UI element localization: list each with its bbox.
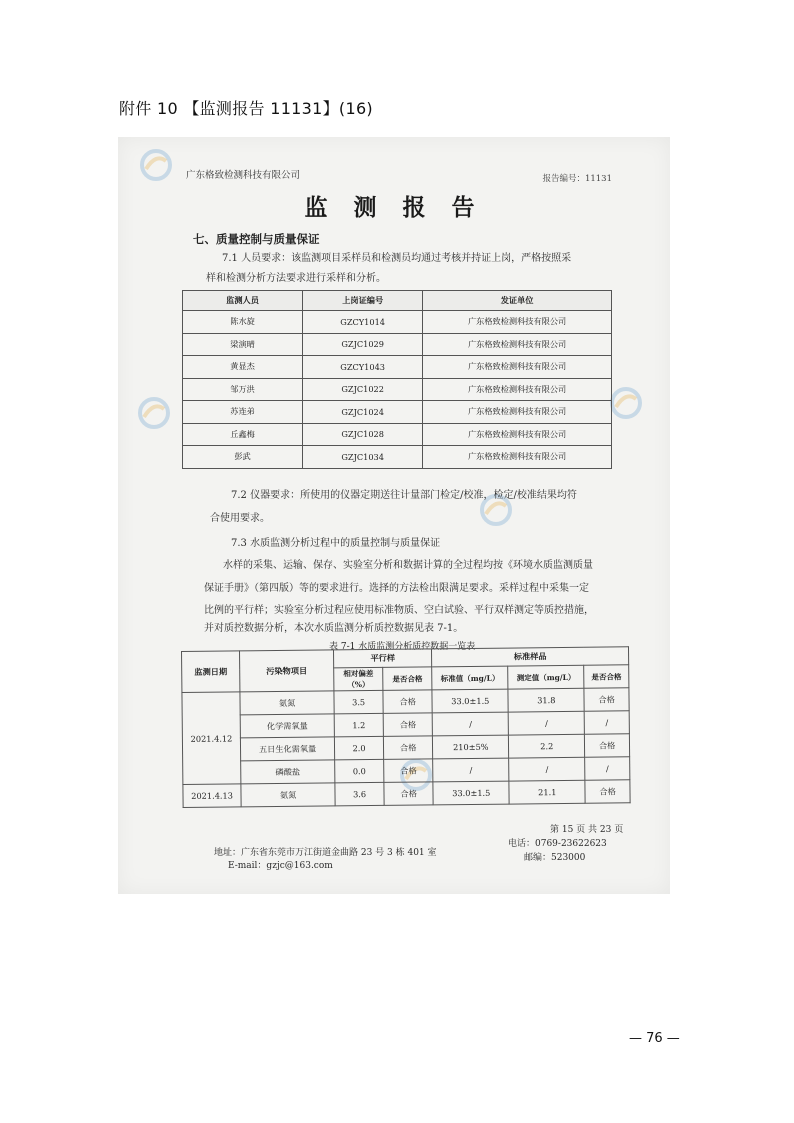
table-cell: /: [509, 757, 585, 781]
table-header-cell: 是否合格: [383, 667, 432, 691]
section-heading: 七、质量控制与质量保证: [193, 232, 320, 246]
table-cell: 广东格致检测科技有限公司: [423, 356, 612, 379]
table-cell: 广东格致检测科技有限公司: [423, 401, 612, 424]
table-cell: 陈水旋: [183, 311, 303, 334]
qc-table-caption: 表 7-1 水质监测分析质控数据一览表: [329, 642, 476, 652]
table-cell: 3.6: [335, 782, 384, 806]
table-cell: 广东格致检测科技有限公司: [423, 378, 612, 401]
table-cell: 合格: [585, 734, 630, 757]
table-cell: 合格: [585, 780, 630, 803]
table-cell: 氨氮: [241, 783, 335, 807]
table-cell: /: [433, 758, 509, 782]
table-cell: 合格: [584, 688, 629, 711]
table-row: [183, 423, 612, 446]
table-cell: 丘鑫梅: [183, 423, 303, 446]
table-cell: 合格: [384, 759, 433, 783]
table-cell: /: [432, 712, 508, 736]
table-cell: 合格: [383, 713, 432, 737]
table-row: [183, 446, 612, 469]
table-cell: 2.0: [334, 736, 383, 760]
table-cell: /: [584, 711, 629, 734]
table-row: [183, 356, 612, 379]
table-cell: 化学需氧量: [240, 714, 334, 738]
attachment-title: 附件 10 【监测报告 11131】(16): [119, 99, 373, 118]
table-header-cell: 监测日期: [182, 651, 241, 693]
para-7-3-line3: 比例的平行样；实验室分析过程应使用标准物质、空白试验、平行双样测定等质控措施，: [204, 605, 594, 616]
table-cell: 0.0: [335, 759, 384, 783]
table-header-cell: 监测人员: [183, 291, 303, 311]
table-header-cell: 平行样: [333, 649, 431, 668]
table-header-cell: 上岗证编号: [303, 291, 423, 311]
table-header-cell: 相对偏差（%）: [334, 667, 383, 691]
table-cell: 31.8: [508, 688, 584, 712]
table-cell: 合格: [384, 782, 433, 806]
page-number: — 76 —: [629, 1031, 680, 1046]
para-7-2-line1: 7.2 仪器要求：所使用的仪器定期送往计量部门检定/校准，检定/校准结果均符: [231, 490, 577, 501]
table-cell: GZCY1043: [303, 356, 423, 379]
table-cell-date: 2021.4.13: [183, 784, 241, 808]
watermark-logo-icon: [138, 147, 174, 183]
para-7-1-line1: 7.1 人员要求：该监测项目采样员和检测员均通过考核并持证上岗，严格按照采: [222, 253, 572, 264]
table-cell: GZJC1022: [303, 378, 423, 401]
table-cell: GZJC1028: [303, 423, 423, 446]
personnel-table: [182, 290, 612, 469]
table-cell: 氨氮: [240, 691, 334, 715]
table-header-cell: 测定值（mg/L）: [508, 665, 584, 689]
report-title: 监 测 报 告: [304, 194, 484, 221]
table-cell: 1.2: [334, 713, 383, 737]
table-cell: 210±5%: [433, 735, 509, 759]
table-row: [183, 401, 612, 424]
para-7-3-line2: 保证手册》（第四版）等的要求进行。选择的方法检出限满足要求。采样过程中采集一定: [204, 583, 589, 594]
report-email: E-mail：gzjc@163.com: [228, 861, 333, 871]
table-cell: 广东格致检测科技有限公司: [423, 333, 612, 356]
table-cell: 五日生化需氧量: [241, 737, 335, 761]
table-cell: 黄显杰: [183, 356, 303, 379]
table-cell: 磷酸盐: [241, 760, 335, 784]
table-row: [183, 311, 612, 334]
table-cell: 合格: [384, 736, 433, 760]
table-header-cell: 发证单位: [423, 291, 612, 311]
table-header-cell: 标准值（mg/L）: [432, 666, 508, 690]
para-7-3-line4: 并对质控数据分析，本次水质监测分析质控数据见表 7-1。: [204, 623, 464, 634]
table-row: [183, 378, 612, 401]
table-cell: 合格: [383, 690, 432, 714]
table-cell-date: 2021.4.12: [182, 692, 241, 785]
table-cell: 2.2: [509, 734, 585, 758]
table-cell: /: [585, 757, 630, 780]
para-7-3-heading: 7.3 水质监测分析过程中的质量控制与质量保证: [231, 538, 441, 549]
table-cell: 梁演晴: [183, 333, 303, 356]
table-cell: 广东格致检测科技有限公司: [423, 423, 612, 446]
scanned-report-page: [118, 137, 670, 894]
report-page-count: 第 15 页 共 23 页: [550, 825, 624, 835]
table-cell: 广东格致检测科技有限公司: [423, 446, 612, 469]
table-cell: 广东格致检测科技有限公司: [423, 311, 612, 334]
table-row: [183, 333, 612, 356]
para-7-2-line2: 合使用要求。: [210, 513, 270, 524]
report-phone: 电话：0769-23622623: [508, 839, 607, 849]
para-7-3-line1: 水样的采集、运输、保存、实验室分析和数据计算的全过程均按《环境水质监测质量: [223, 560, 593, 571]
qc-data-table: [181, 646, 631, 808]
table-cell: 邹万洪: [183, 378, 303, 401]
report-postcode: 邮编：523000: [524, 853, 586, 863]
report-number: 报告编号：11131: [542, 174, 612, 184]
table-header-row: [183, 291, 612, 311]
table-cell: /: [508, 711, 584, 735]
table-cell: 3.5: [334, 690, 383, 714]
table-header-cell: 标准样品: [432, 647, 629, 667]
table-cell: 33.0±1.5: [433, 781, 509, 805]
table-cell: 33.0±1.5: [432, 689, 508, 713]
table-cell: GZJC1034: [303, 446, 423, 469]
table-cell: GZCY1014: [303, 311, 423, 334]
table-cell: 21.1: [509, 780, 585, 804]
table-cell: GZJC1024: [303, 401, 423, 424]
table-cell: 彭武: [183, 446, 303, 469]
report-company-name: 广东格致检测科技有限公司: [186, 170, 301, 181]
table-row: [183, 780, 630, 808]
table-header-cell: 污染物项目: [240, 650, 334, 692]
para-7-1-line2: 样和检测分析方法要求进行采样和分析。: [206, 273, 386, 284]
watermark-logo-icon: [136, 395, 172, 431]
table-cell: 苏连弟: [183, 401, 303, 424]
report-address: 地址：广东省东莞市万江街道金曲路 23 号 3 栋 401 室: [214, 848, 437, 858]
table-header-cell: 是否合格: [584, 665, 629, 688]
watermark-logo-icon: [608, 385, 644, 421]
table-cell: GZJC1029: [303, 333, 423, 356]
